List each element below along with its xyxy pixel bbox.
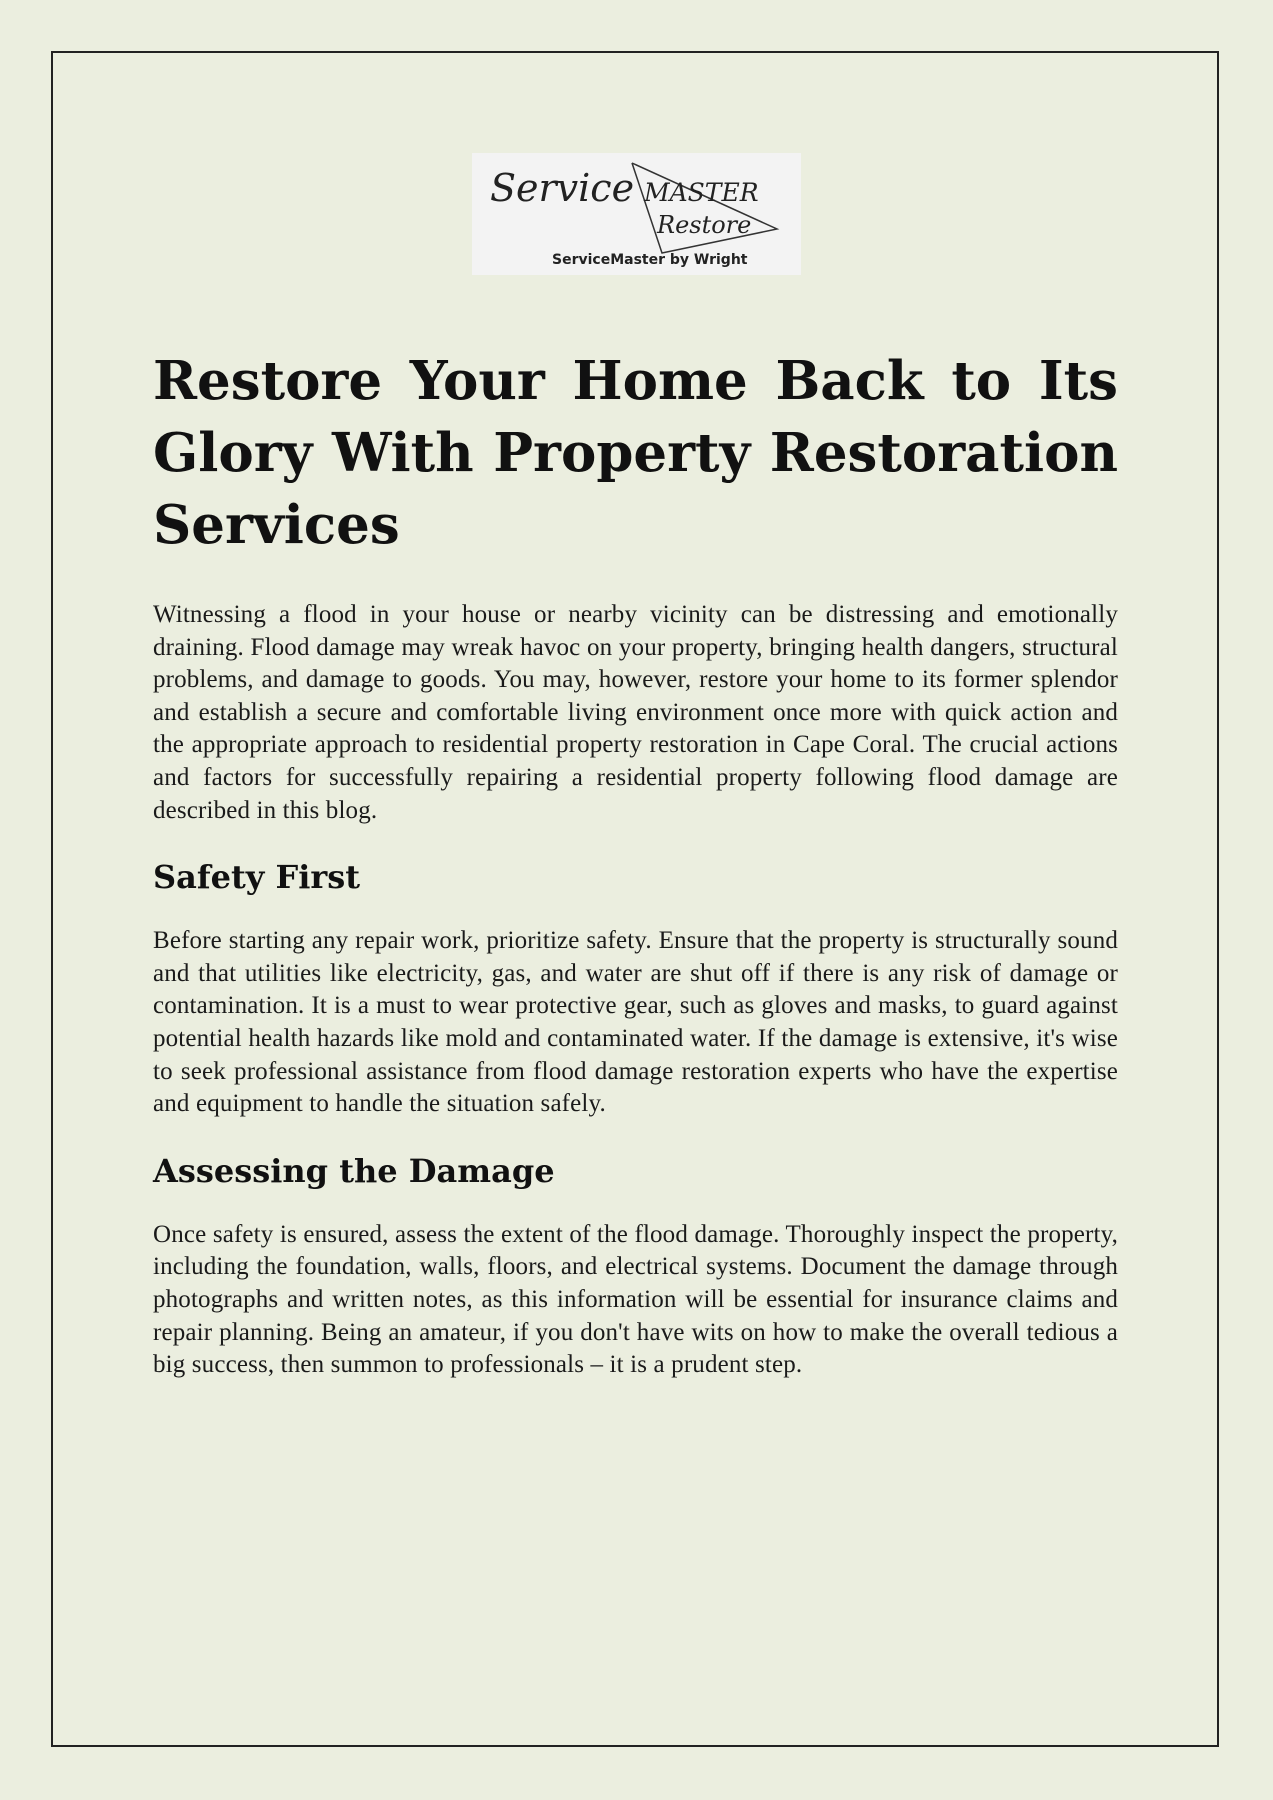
svg-text:ServiceMaster by Wright: ServiceMaster by Wright (552, 252, 748, 268)
article-title: Restore Your Home Back to Its Glory With Property Restoration Services (153, 350, 1118, 556)
svg-text:MASTER: MASTER (644, 178, 759, 207)
article (153, 345, 1118, 1412)
svg-text:Restore: Restore (657, 211, 752, 239)
section-body-safety: Before starting any repair work, prioritize safety. Ensure that the property is structurally sound and that utilities like electricity, gas, and water are shut off if there is any risk of damage or contamination. It is a must to wear protective gear, such as gloves and masks, to guard against potential health hazards like mold and contaminated water. If the damage is extensive, it's wise to seek professional assistance from flood damage restoration experts who have the expertise and equipment to handle the situation safely. (153, 927, 1118, 1118)
intro-paragraph: Witnessing a flood in your house or nearby vicinity can be distressing and emotionally draining. Flood damage may wreak havoc on your property, bringing health dangers, structural problems, and damage to goods. You may, however, restore your home to its former splendor and establish a secure and comfortable living environment once more with quick action and the appropriate approach to residential property restoration in Cape Coral. The crucial actions and factors for successfully repairing a residential property following flood damage are described in this blog. (153, 601, 1118, 824)
servicemaster-logo (472, 153, 801, 275)
svg-text:Service: Service (490, 166, 635, 210)
section-body-assessing: Once safety is ensured, assess the extent of the flood damage. Thoroughly inspect the property, including the foundation, walls, floors, and electrical systems. Document the damage through photographs and written notes, as this information will be essential for insurance claims and repair planning. Being an amateur, if you don't have wits on how to make the overall tedious a big success, then summon to professionals – it is a prudent step. (153, 1220, 1118, 1379)
section-heading-safety: Safety First (153, 858, 361, 897)
section-heading-assessing: Assessing the Damage (153, 1151, 555, 1190)
logo-image (472, 153, 801, 275)
